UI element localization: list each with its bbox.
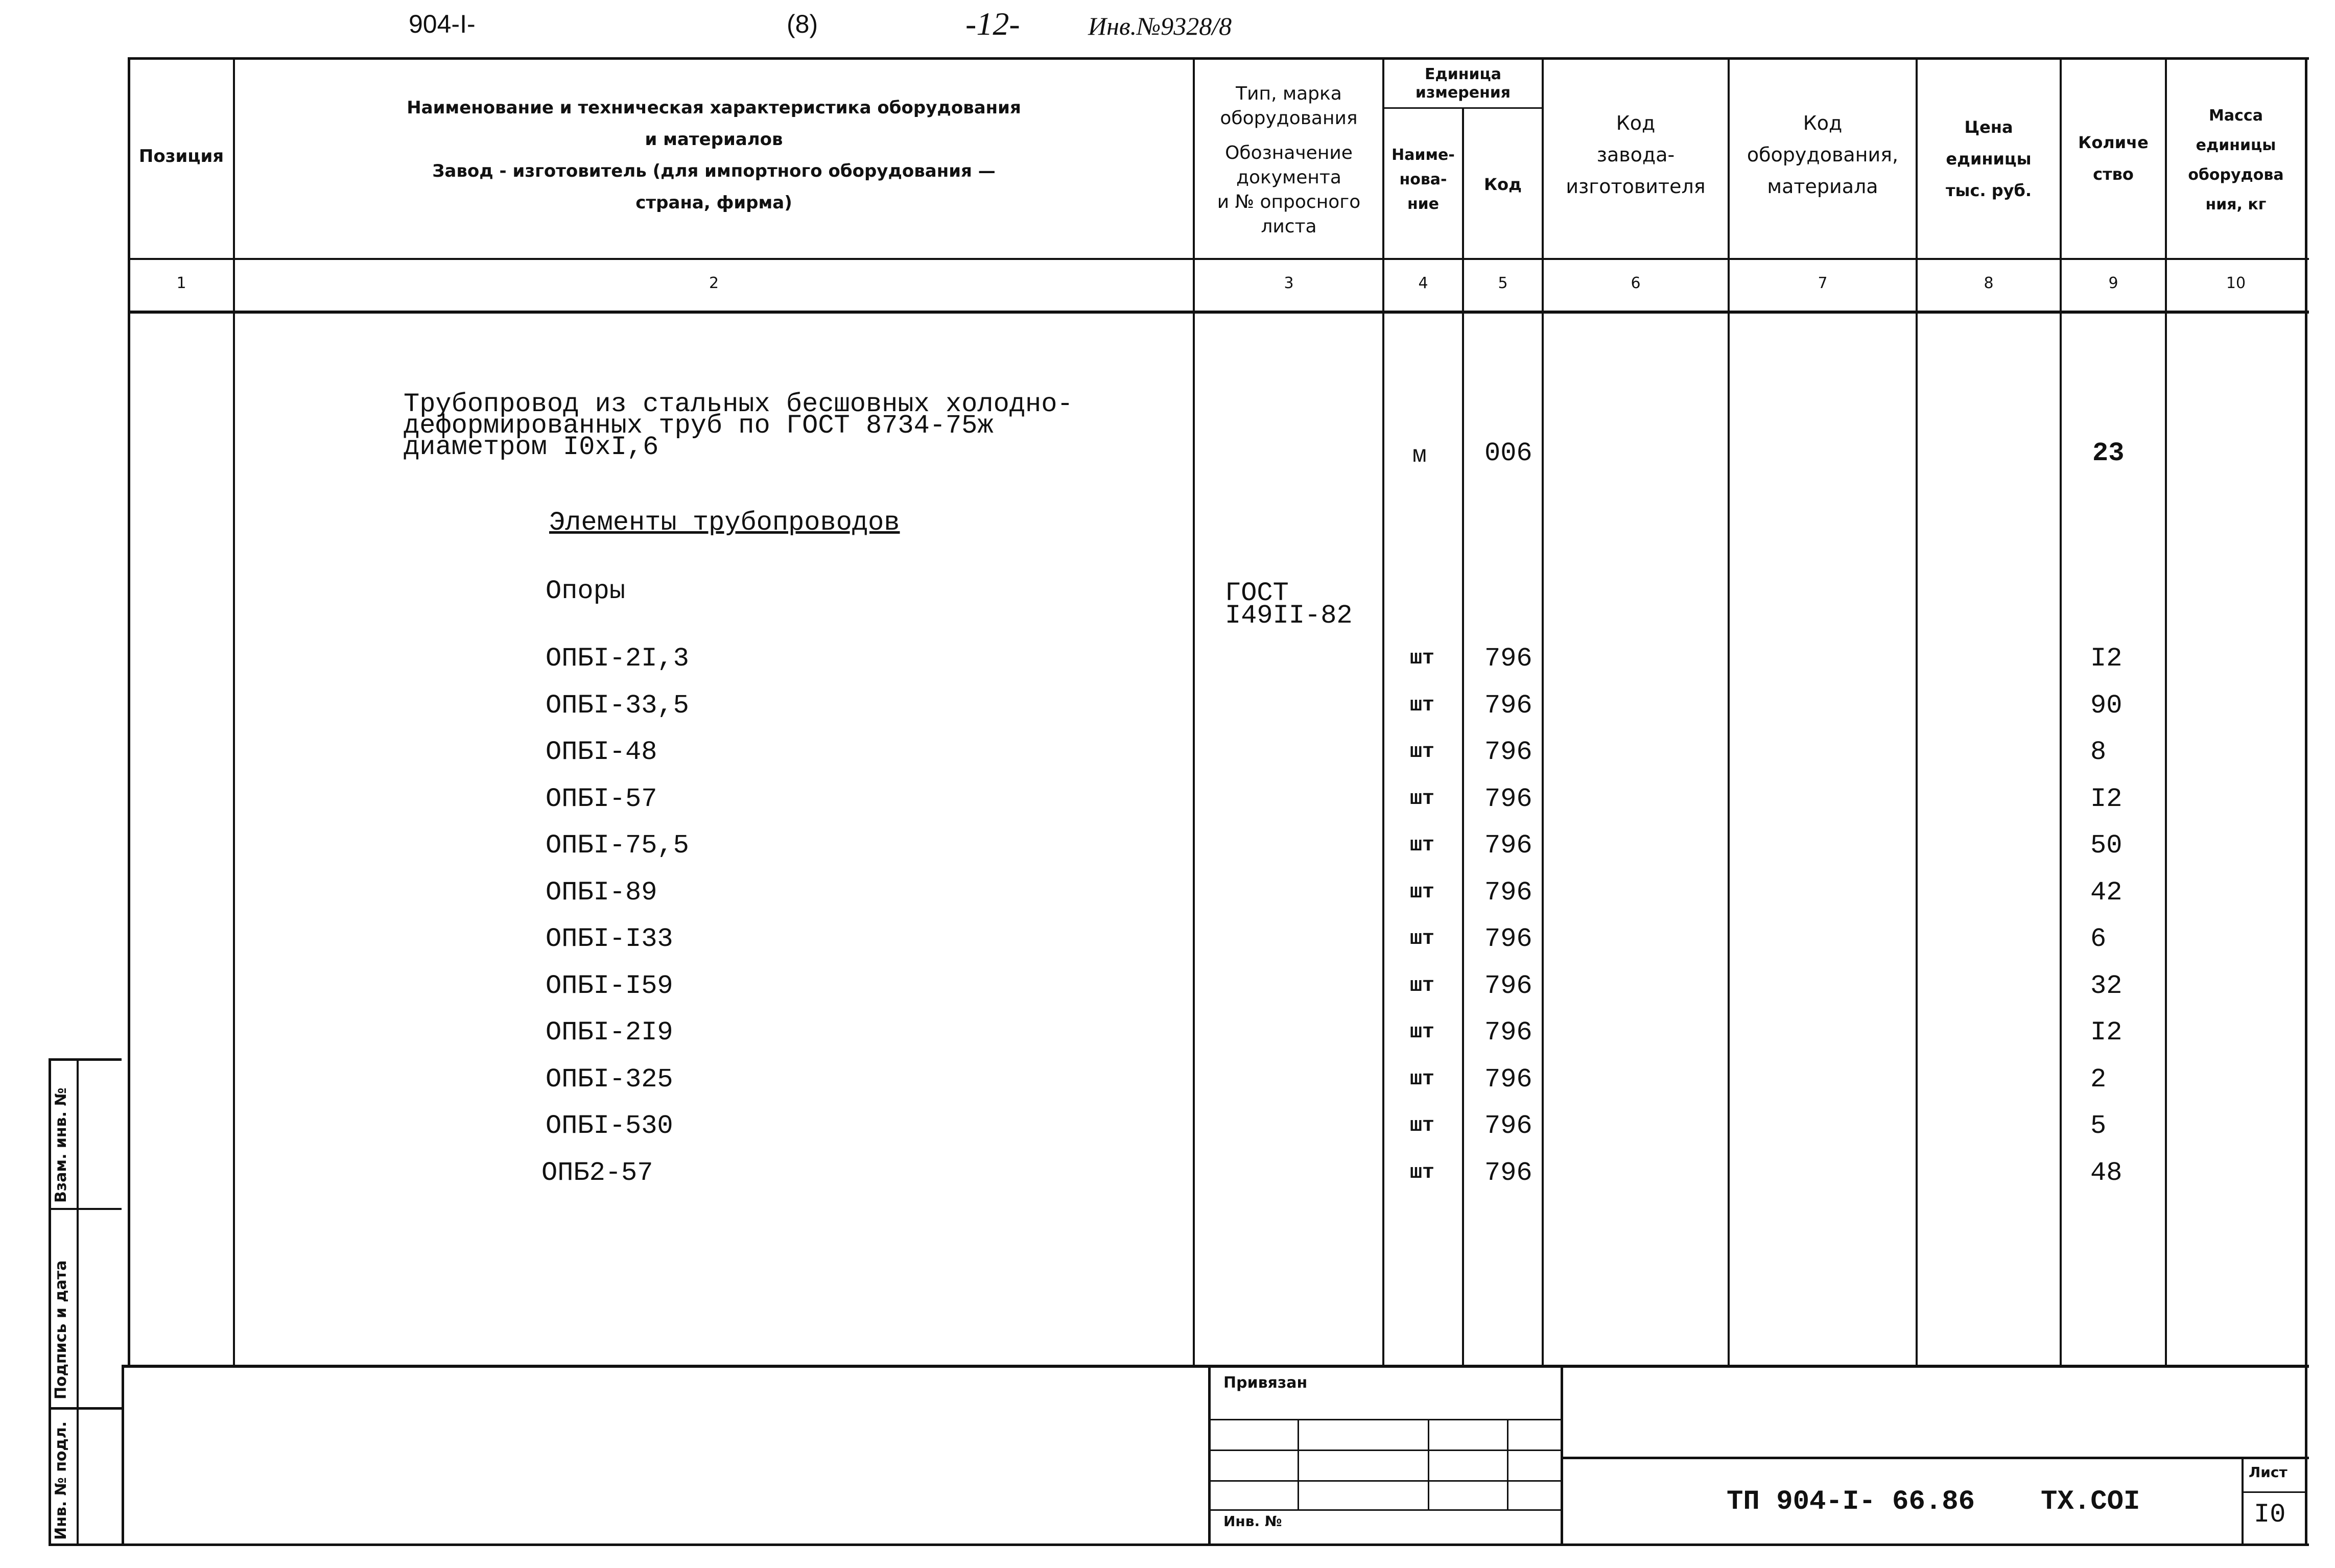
support-name: ОПБI-48 xyxy=(546,737,657,767)
support-unit: шт xyxy=(1410,741,1435,764)
col-divider-6 xyxy=(1728,57,1730,1367)
side-divider-v xyxy=(77,1058,79,1546)
support-name: ОПБI-530 xyxy=(546,1111,673,1141)
support-name: ОПБI-89 xyxy=(546,877,657,908)
col-number-7: 7 xyxy=(1818,274,1828,292)
stamp-sheet-box xyxy=(2242,1457,2244,1546)
stamp-left-divider xyxy=(1208,1365,1211,1546)
header-price: Цена единицы тыс. руб. xyxy=(1945,117,2032,200)
stamp-sheet-label: Лист xyxy=(2249,1464,2287,1481)
support-unit: шт xyxy=(1410,834,1435,857)
support-unit: шт xyxy=(1410,975,1435,997)
col-number-1: 1 xyxy=(176,274,186,292)
support-name: ОПБI-2I9 xyxy=(546,1017,673,1048)
support-qty: 32 xyxy=(2090,971,2122,1001)
support-code: 796 xyxy=(1484,644,1532,674)
support-unit: шт xyxy=(1410,788,1435,811)
side-podpis-label: Подпись и дата xyxy=(52,1260,70,1399)
support-qty: I2 xyxy=(2090,644,2122,674)
support-name: ОПБI-I59 xyxy=(546,971,673,1001)
col-divider-5 xyxy=(1542,57,1544,1367)
stamp-sheet-number: I0 xyxy=(2254,1500,2286,1530)
frame-left xyxy=(128,57,130,1367)
support-name: ОПБI-57 xyxy=(546,784,657,814)
support-unit: шт xyxy=(1410,1021,1435,1044)
support-qty: 2 xyxy=(2090,1064,2107,1095)
support-unit: шт xyxy=(1410,694,1435,717)
side-vzam-label: Взам. инв. № xyxy=(52,1087,70,1203)
stamp-right-divider xyxy=(1561,1365,1563,1546)
header-unit: Единица измерения xyxy=(1415,65,1511,102)
pipeline-line-1: Трубопровод из стальных бесшовных холодно- xyxy=(404,389,1073,419)
stamp-v-a xyxy=(1298,1419,1299,1511)
support-name: ОПБI-33,5 xyxy=(546,691,689,721)
support-code: 796 xyxy=(1484,1017,1532,1048)
support-qty: I2 xyxy=(2090,784,2122,814)
pipeline-qty: 23 xyxy=(2092,438,2125,468)
col-number-3: 3 xyxy=(1284,274,1294,292)
support-code: 796 xyxy=(1484,1158,1532,1188)
support-qty: I2 xyxy=(2090,1017,2122,1048)
supports-gost-2: I49II-82 xyxy=(1225,601,1353,631)
support-qty: 8 xyxy=(2090,737,2107,767)
header-equipment-code: Код оборудования, материала xyxy=(1747,112,1899,198)
support-unit: шт xyxy=(1410,928,1435,951)
support-code: 796 xyxy=(1484,924,1532,954)
header-unit-code: Код xyxy=(1484,175,1522,194)
stamp-v-b xyxy=(1428,1419,1429,1511)
support-code: 796 xyxy=(1484,784,1532,814)
pipeline-code: 006 xyxy=(1484,438,1532,468)
support-code: 796 xyxy=(1484,691,1532,721)
header-unit-name: Наиме- нова- ние xyxy=(1391,146,1455,213)
pipeline-line-3: диаметром I0xI,6 xyxy=(404,432,659,462)
support-qty: 42 xyxy=(2090,877,2122,908)
top-part: (8) xyxy=(787,10,818,38)
side-divider-2 xyxy=(49,1407,122,1410)
pipeline-unit: м xyxy=(1412,442,1427,469)
col-divider-7 xyxy=(1916,57,1918,1367)
col-divider-8 xyxy=(2060,57,2062,1367)
top-inv: Инв.№9328/8 xyxy=(1088,12,1232,40)
col-number-2: 2 xyxy=(709,274,719,292)
support-name: ОПБI-325 xyxy=(546,1064,673,1095)
stamp-section-code: ТХ.СОI xyxy=(2041,1486,2140,1517)
support-unit: шт xyxy=(1410,647,1435,670)
frame-left-bottom xyxy=(122,1365,124,1546)
body-bottom-line xyxy=(123,1365,2309,1368)
pipeline-line-2: деформированных труб по ГОСТ 8734-75ж xyxy=(404,411,994,441)
support-code: 796 xyxy=(1484,830,1532,861)
unit-header-line xyxy=(1382,107,1542,109)
support-unit: шт xyxy=(1410,1114,1435,1137)
col-number-8: 8 xyxy=(1984,274,1994,292)
support-code: 796 xyxy=(1484,1111,1532,1141)
col-number-10: 10 xyxy=(2226,274,2246,292)
col-number-5: 5 xyxy=(1498,274,1508,292)
frame-top xyxy=(128,57,2309,60)
privyazan-label: Привязан xyxy=(1223,1374,1308,1392)
col-divider-2 xyxy=(1193,57,1195,1367)
support-name: ОПБ2-57 xyxy=(541,1158,653,1188)
col-divider-4 xyxy=(1462,107,1464,1367)
support-qty: 90 xyxy=(2090,691,2122,721)
support-unit: шт xyxy=(1410,1161,1435,1184)
support-qty: 48 xyxy=(2090,1158,2122,1188)
stamp-inv-label: Инв. № xyxy=(1223,1513,1282,1530)
support-qty: 6 xyxy=(2090,924,2107,954)
stamp-sheet-line xyxy=(2242,1491,2307,1493)
side-invpodl-label: Инв. № подл. xyxy=(52,1421,70,1540)
col-number-9: 9 xyxy=(2108,274,2118,292)
stamp-document-code: ТП 904-I- 66.86 xyxy=(1727,1486,1975,1517)
col-number-4: 4 xyxy=(1418,274,1428,292)
header-name: Наименование и техническая характеристика оборудования и материалов Завод - изготовитель (для импортного оборудования — страна, фирма) xyxy=(407,98,1021,213)
header-quantity: Количе ство xyxy=(2078,133,2149,184)
support-unit: шт xyxy=(1410,881,1435,904)
top-page: -12- xyxy=(965,6,1020,42)
col-divider-3 xyxy=(1382,57,1384,1367)
header-position: Позиция xyxy=(138,146,224,167)
support-name: ОПБI-75,5 xyxy=(546,830,689,861)
frame-right xyxy=(2305,57,2307,1546)
top-series: 904-I- xyxy=(409,10,476,38)
section-heading: Элементы трубопроводов xyxy=(549,508,900,538)
header-mass: Масса единицы оборудова ния, кг xyxy=(2188,107,2284,213)
support-code: 796 xyxy=(1484,1064,1532,1095)
col-divider-1 xyxy=(233,57,235,1367)
support-unit: шт xyxy=(1410,1068,1435,1091)
supports-gost-1: ГОСТ xyxy=(1225,578,1289,608)
frame-bottom xyxy=(49,1543,2309,1546)
header-bottom-line xyxy=(128,258,2309,260)
col-divider-9 xyxy=(2165,57,2167,1367)
col-number-6: 6 xyxy=(1631,274,1641,292)
support-name: ОПБI-I33 xyxy=(546,924,673,954)
support-code: 796 xyxy=(1484,737,1532,767)
support-qty: 50 xyxy=(2090,830,2122,861)
numbers-bottom-line xyxy=(128,311,2309,314)
supports-label: Опоры xyxy=(546,576,626,606)
support-code: 796 xyxy=(1484,971,1532,1001)
support-qty: 5 xyxy=(2090,1111,2107,1141)
stamp-v-c xyxy=(1507,1419,1508,1511)
side-divider-1 xyxy=(49,1208,122,1210)
stamp-doc-line xyxy=(1561,1457,2309,1459)
header-plant-code: Код завода- изготовителя xyxy=(1566,112,1706,198)
support-name: ОПБI-2I,3 xyxy=(546,644,689,674)
support-code: 796 xyxy=(1484,877,1532,908)
header-type: Тип, марка оборудования Обозначение документа и № опросного листа xyxy=(1217,83,1361,237)
